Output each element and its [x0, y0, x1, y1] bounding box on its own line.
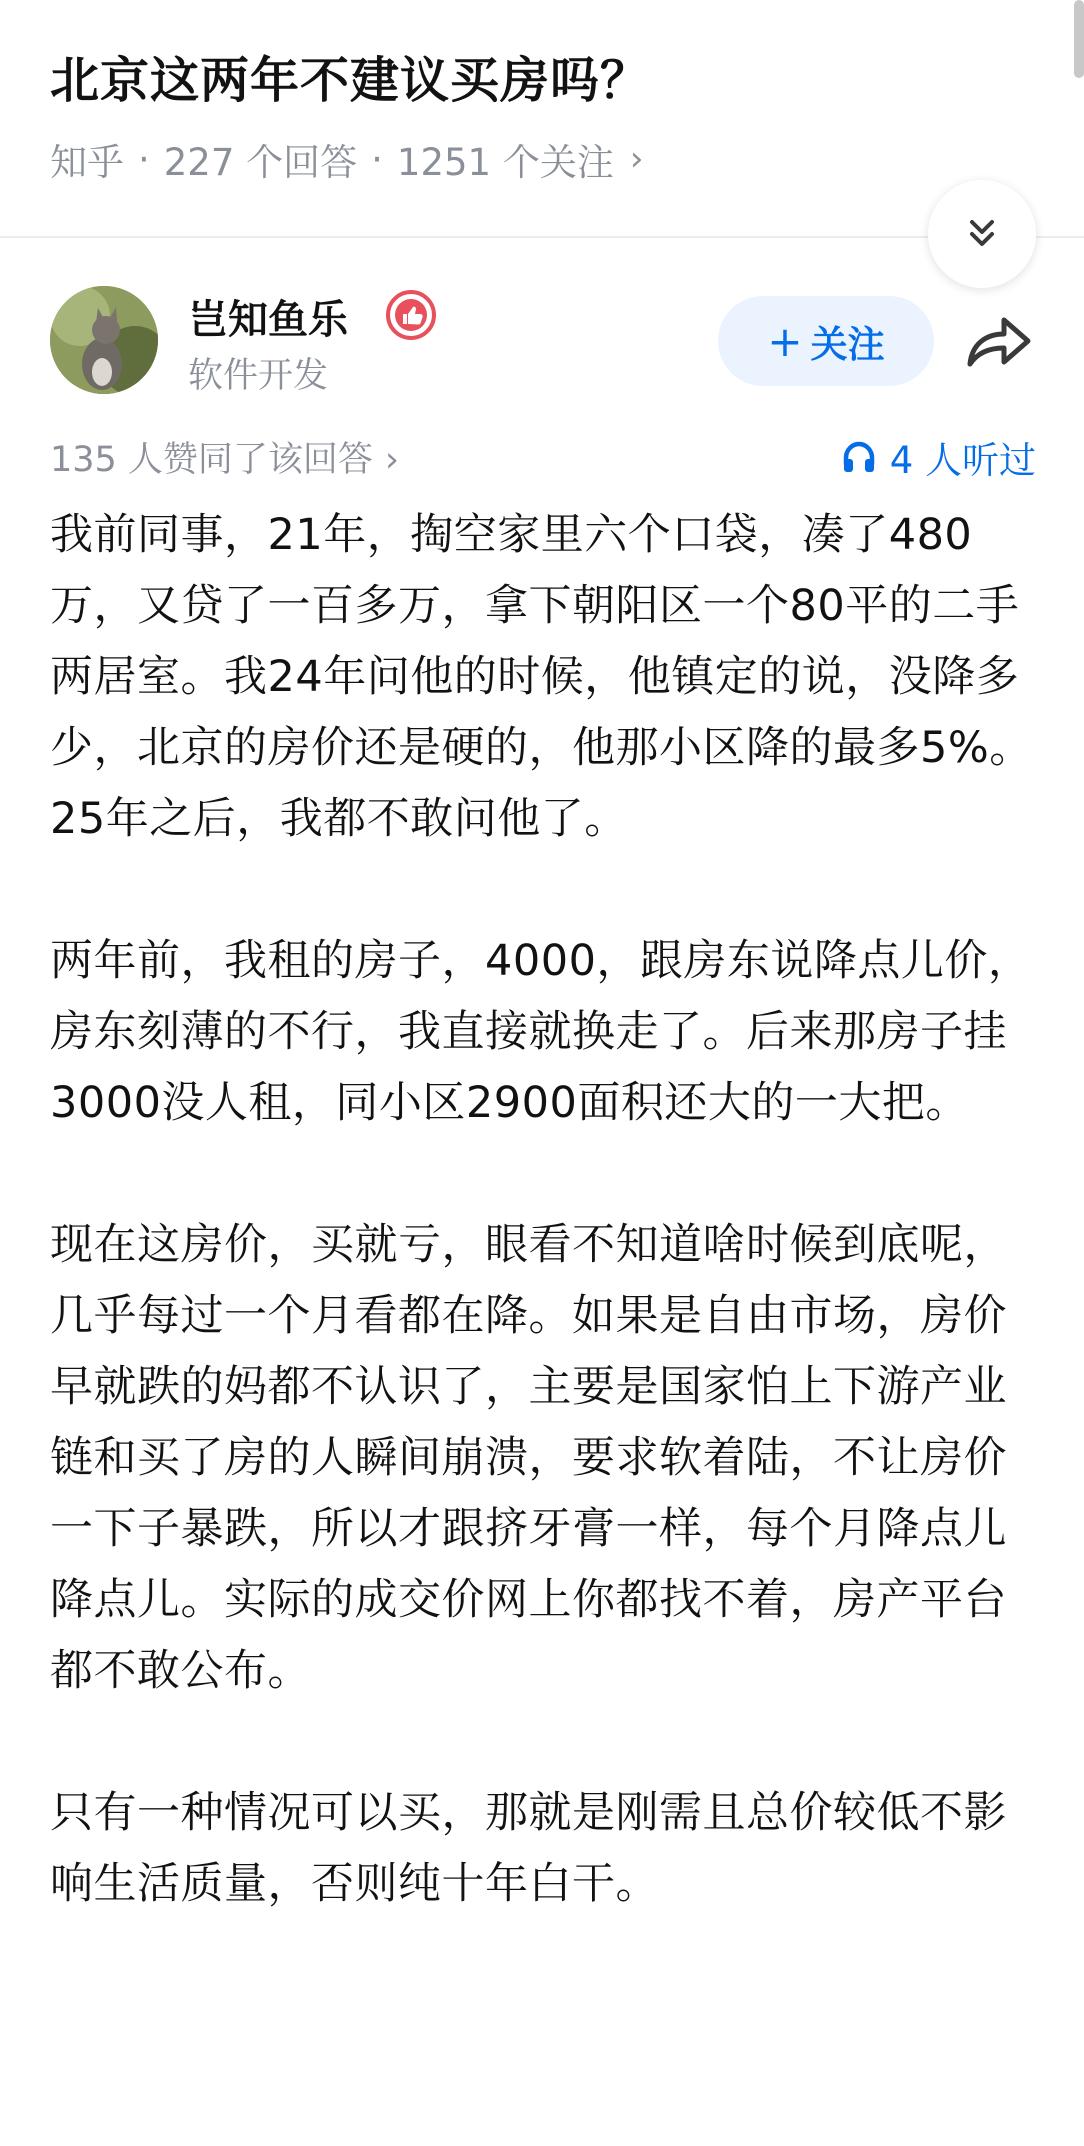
avatar[interactable]: [50, 286, 158, 394]
chevron-double-down-icon: [964, 216, 1000, 252]
plus-icon: +: [767, 316, 803, 366]
followers-count: 1251 个关注: [396, 141, 614, 184]
vote-count[interactable]: [50, 432, 399, 482]
scrollbar[interactable]: [1074, 0, 1084, 78]
meta-separator: ·: [138, 137, 150, 181]
thumbs-up-badge-icon[interactable]: [385, 289, 437, 341]
headphones-icon: [842, 440, 876, 474]
share-button[interactable]: [962, 308, 1034, 374]
header-divider: [0, 236, 1084, 238]
follow-button[interactable]: [718, 296, 934, 386]
source-label: 知乎: [50, 141, 124, 184]
chevron-right-icon: ›: [629, 139, 644, 179]
cat-avatar: [50, 286, 158, 394]
answer-content: [50, 500, 1040, 1920]
answers-count: 227 个回答: [163, 141, 358, 184]
listen-count[interactable]: [842, 430, 1036, 484]
vote-count-text: 135 人赞同了该回答: [50, 440, 373, 480]
question-meta[interactable]: [50, 132, 643, 186]
meta-separator: ·: [371, 137, 383, 181]
answer-paragraph: 我前同事，21年，掏空家里六个口袋，凑了480万，又贷了一百多万，拿下朝阳区一个80平的二手两居室。我24年问他的时候，他镇定的说，没降多少，北京的房价还是硬的，他那小区降的最多5%。25年之后，我都不敢问他了。: [50, 510, 1033, 844]
collapse-button[interactable]: [928, 180, 1036, 288]
chevron-right-icon: ›: [384, 440, 399, 480]
thumbs-up-icon: [385, 289, 437, 341]
listen-count-text: 4 人听过: [889, 439, 1036, 482]
answer-paragraph: 只有一种情况可以买，那就是刚需且总价较低不影响生活质量，否则纯十年白干。: [50, 1788, 1007, 1909]
author-headline: 软件开发: [188, 356, 329, 396]
answer-paragraph: 两年前，我租的房子，4000，跟房东说降点儿价，房东刻薄的不行，我直接就换走了。后来那房子挂3000没人租，同小区2900面积还大的一大把。: [50, 936, 1032, 1128]
author-name[interactable]: 岂知鱼乐: [188, 297, 348, 343]
answer-paragraph: 现在这房价，买就亏，眼看不知道啥时候到底呢，几乎每过一个月看都在降。如果是自由市场，房价早就跌的妈都不认识了，主要是国家怕上下游产业链和买了房的人瞬间崩溃，要求软着陆，不让房价一下子暴跌，所以才跟挤牙膏一样，每个月降点儿降点儿。实际的成交价网上你都找不着，房产平台都不敢公布。: [50, 1220, 1007, 1696]
question-title[interactable]: 北京这两年不建议买房吗？: [50, 52, 651, 109]
follow-label: 关注: [810, 323, 885, 366]
share-arrow-icon: [962, 308, 1034, 374]
